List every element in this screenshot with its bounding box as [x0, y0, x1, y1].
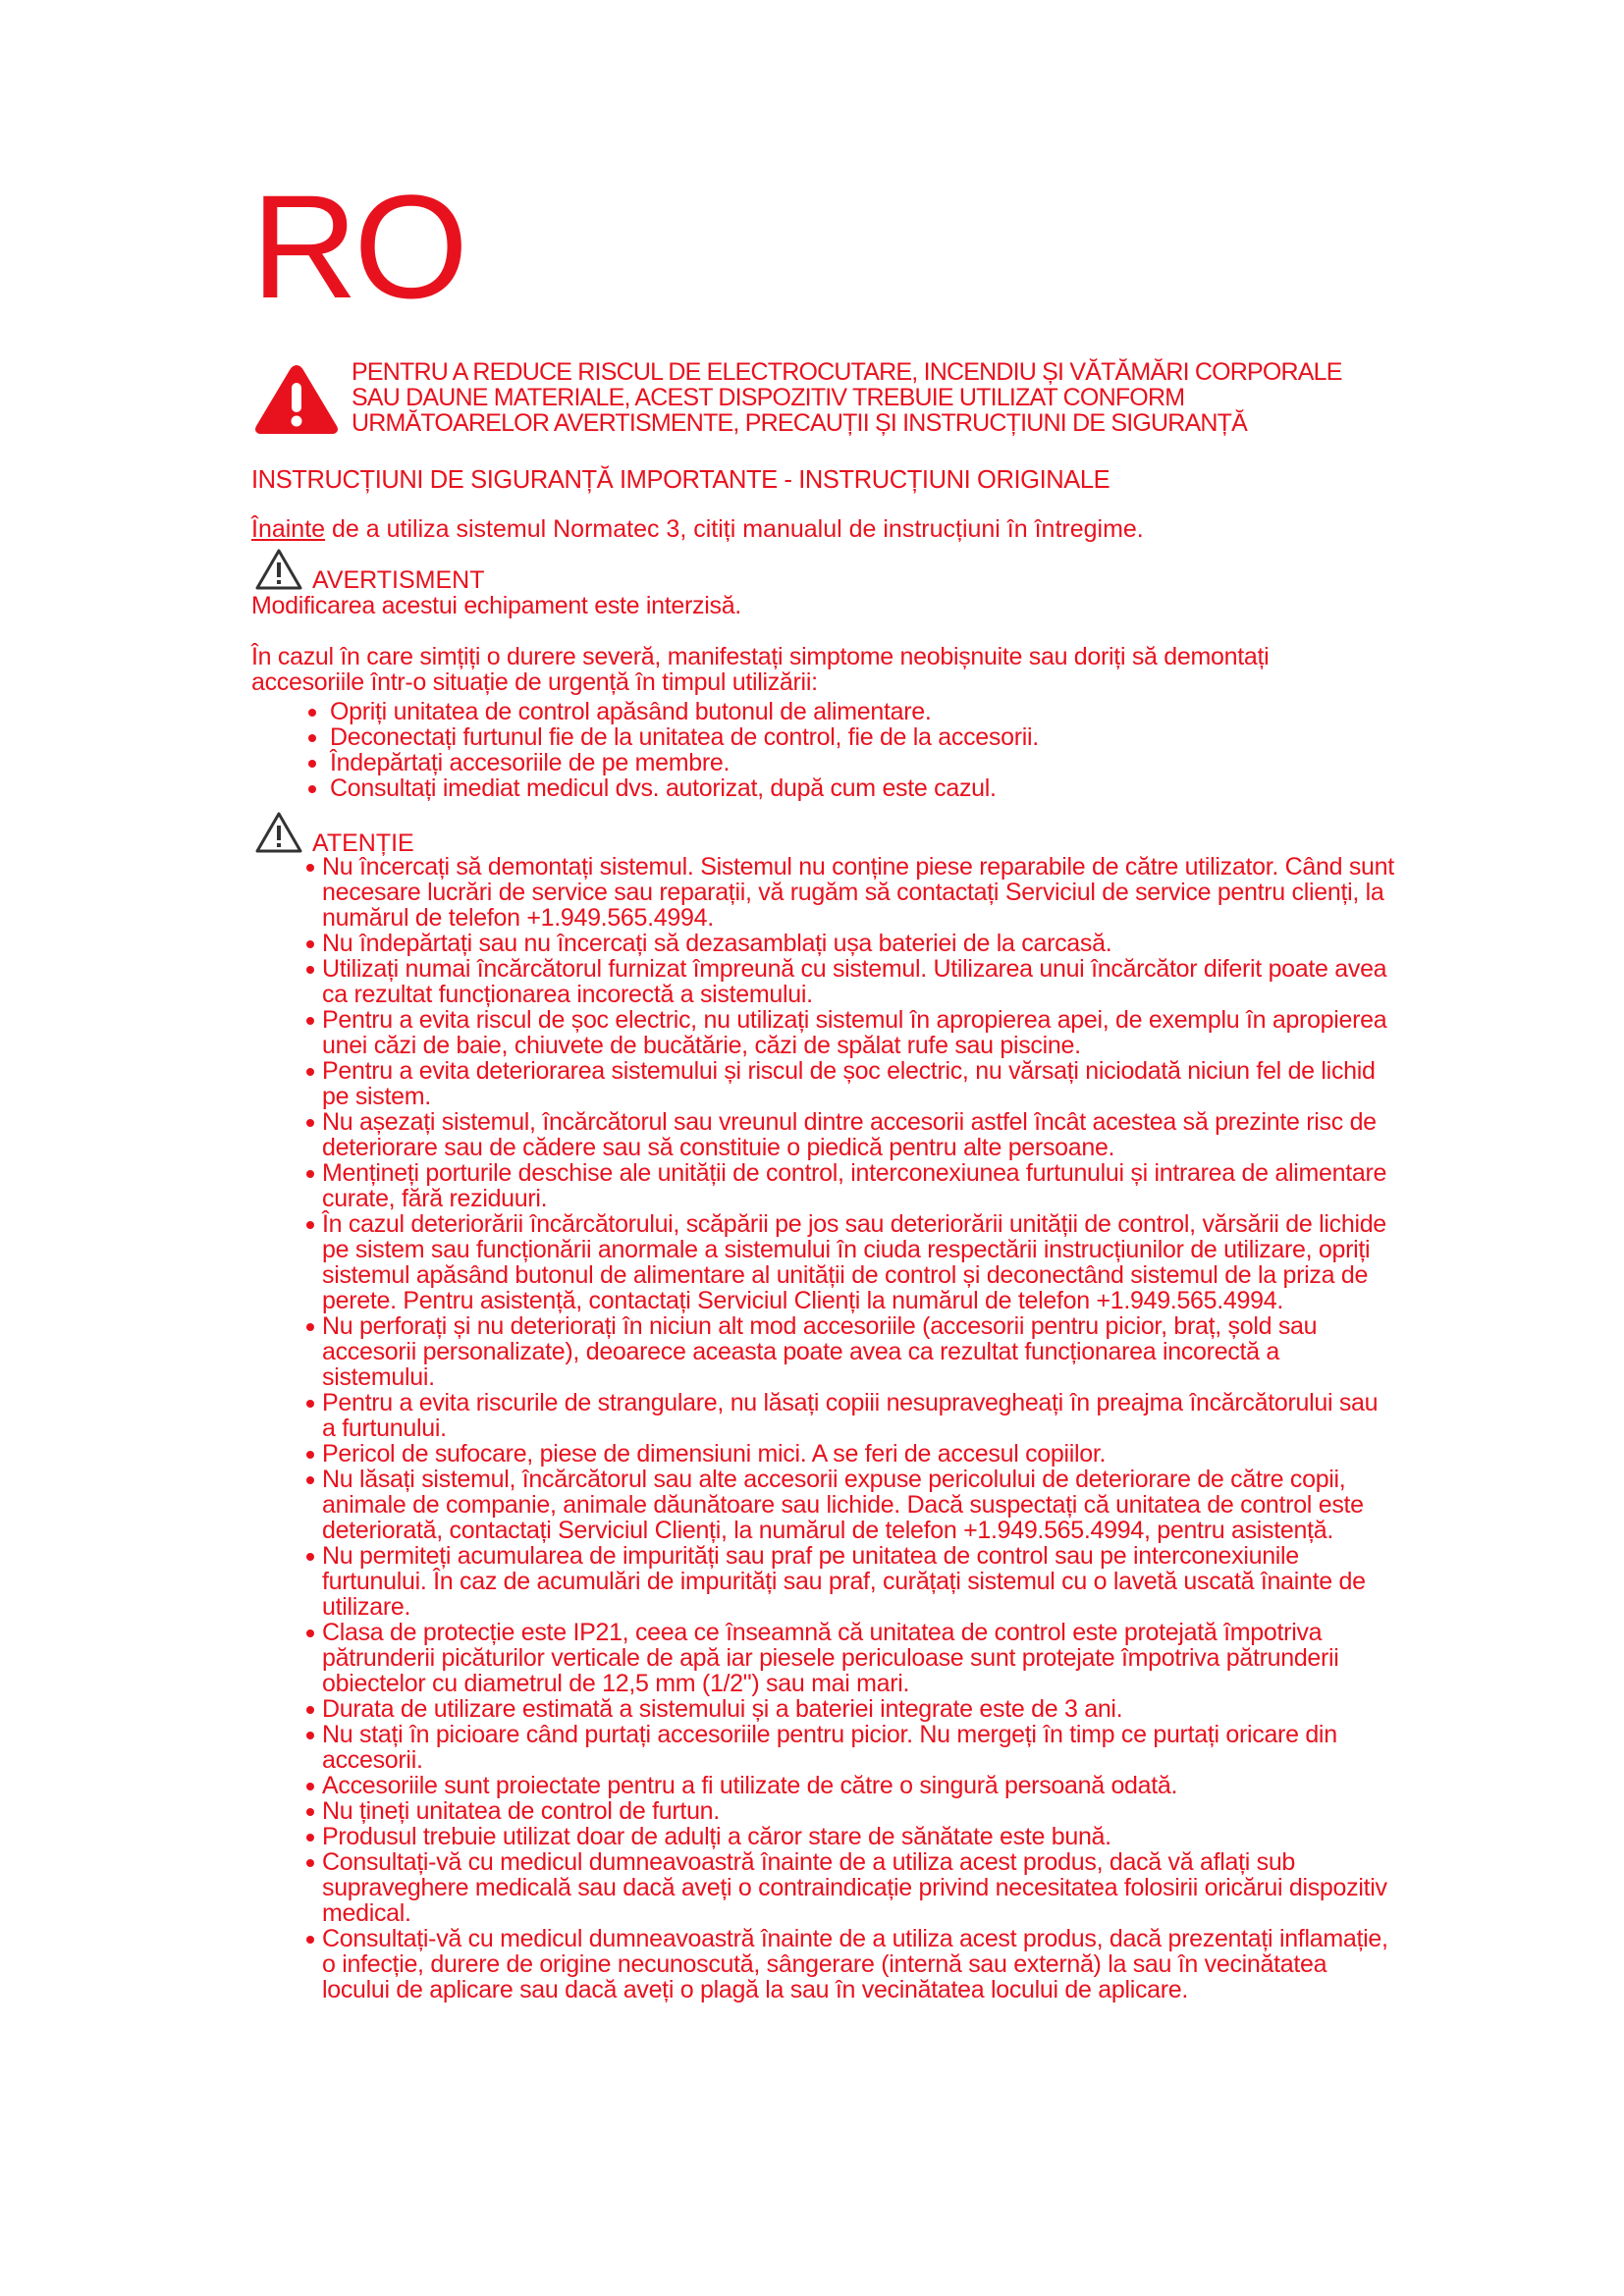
list-item: Utilizați numai încărcătorul furnizat împreună cu sistemul. Utilizarea unui încărcător diferit poate avea ca rezultat funcționarea incorectă a sistemului. — [306, 956, 1394, 1007]
list-item: Nu încercați să demontați sistemul. Sistemul nu conține piese reparabile de către utilizator. Când sunt necesare lucrări de service sau reparații, vă rugăm să contactați Serviciul de service pentru clienți, la numărul de telefon +1.949.565.4994. — [306, 854, 1394, 931]
list-item: Mențineți porturile deschise ale unității de control, interconexiunea furtunului și intrarea de alimentare curate, fără reziduuri. — [306, 1160, 1394, 1211]
caution-triangle-icon — [254, 811, 303, 854]
list-item: Pentru a evita riscurile de strangulare, nu lăsați copiii nesupravegheați în preajma încărcătorului sau a furtunului. — [306, 1390, 1394, 1441]
list-item: Nu țineți unitatea de control de furtun. — [306, 1798, 1394, 1824]
list-item: Consultați-vă cu medicul dumneavoastră înainte de a utiliza acest produs, dacă prezentați inflamație, o infecție, durere de origine necunoscută, sângerare (internă sau externă) la sau în vecinătatea locului de aplicare sau dacă aveți o plagă la sau în vecinătatea locului de aplicare. — [306, 1926, 1394, 2002]
list-item: Îndepărtați accesoriile de pe membre. — [306, 750, 1367, 775]
list-item: Nu stați în picioare când purtați accesoriile pentru picior. Nu mergeți în timp ce purtați oricare din accesorii. — [306, 1722, 1394, 1773]
list-item: În cazul deteriorării încărcătorului, scăpării pe jos sau deteriorării unității de control, vărsării de lichide pe sistem sau funcționării anormale a sistemului în ciuda respectării instrucțiunilor de utilizare, opriți sistemul apăsând butonul de alimentare al unității de control și deconectând sistemul de la priza de perete. Pentru asistență, contactați Serviciul Clienți la numărul de telefon +1.949.565.4994. — [306, 1211, 1394, 1313]
warning-triangle-icon — [254, 548, 303, 591]
list-item: Pericol de sufocare, piese de dimensiuni mici. A se feri de accesul copiilor. — [306, 1441, 1394, 1467]
list-item: Durata de utilizare estimată a sistemului și a bateriei integrate este de 3 ani. — [306, 1696, 1394, 1722]
language-code: RO — [251, 164, 464, 329]
intro-underlined-word: Înainte — [251, 515, 326, 543]
danger-line: URMĂTOARELOR AVERTISMENTE, PRECAUȚII ȘI INSTRUCȚIUNI DE SIGURANȚĂ — [352, 409, 1248, 437]
danger-triangle-icon — [251, 359, 342, 438]
list-item: Nu îndepărtați sau nu încercați să dezasamblați ușa bateriei de la carcasă. — [306, 931, 1394, 956]
danger-notice-text — [352, 359, 1382, 436]
danger-line: SAU DAUNE MATERIALE, ACEST DISPOZITIV TREBUIE UTILIZAT CONFORM — [352, 384, 1185, 411]
list-item: Consultați imediat medicul dvs. autorizat, după cum este cazul. — [306, 775, 1367, 801]
list-item: Pentru a evita riscul de șoc electric, nu utilizați sistemul în apropierea apei, de exemplu în apropierea unei căzi de baie, chiuvete de bucătărie, căzi de spălat rufe sau piscine. — [306, 1007, 1394, 1058]
list-item: Produsul trebuie utilizat doar de adulți a căror stare de sănătate este bună. — [306, 1824, 1394, 1849]
safety-heading: INSTRUCȚIUNI DE SIGURANȚĂ IMPORTANTE - INSTRUCȚIUNI ORIGINALE — [251, 466, 1110, 494]
intro-paragraph — [251, 514, 1380, 544]
list-item: Opriți unitatea de control apăsând butonul de alimentare. — [306, 699, 1367, 724]
list-item: Consultați-vă cu medicul dumneavoastră înainte de a utiliza acest produs, dacă vă aflați sub supraveghere medicală sau dacă aveți o contraindicație privind necesitatea folosirii oricărui dispozitiv medical. — [306, 1849, 1394, 1926]
list-item: Nu permiteți acumularea de impurități sau praf pe unitatea de control sau pe interconexiunile furtunului. În caz de acumulări de impurități sau praf, curățați sistemul cu o lavetă uscată înainte de utilizare. — [306, 1543, 1394, 1620]
warning-title: AVERTISMENT — [312, 566, 485, 594]
warning-text: Modificarea acestui echipament este interzisă. — [251, 592, 741, 619]
list-item: Deconectați furtunul fie de la unitatea de control, fie de la accesorii. — [306, 724, 1367, 750]
list-item: Nu perforați și nu deteriorați în niciun alt mod accesoriile (accesorii pentru picior, braț, șold sau accesorii personalizate), deoarece aceasta poate avea ca rezultat funcționarea incorectă a sistemului. — [306, 1313, 1394, 1390]
list-item: Nu așezați sistemul, încărcătorul sau vreunul dintre accesorii astfel încât acestea să prezinte risc de deteriorare sau de cădere sau să constituie o piedică pentru alte persoane. — [306, 1109, 1394, 1160]
emergency-steps-list — [306, 699, 1367, 801]
emergency-intro: În cazul în care simțiți o durere severă, manifestați simptome neobișnuite sau doriți să demontați accesoriile într-o situație de urgență în timpul utilizării: — [251, 643, 1270, 696]
list-item: Nu lăsați sistemul, încărcătorul sau alte accesorii expuse pericolului de deteriorare de către copii, animale de companie, animale dăunătoare sau lichide. Dacă suspectați că unitatea de control este deteriorată, contactați Serviciul Clienți, la numărul de telefon +1.949.565.4994, pentru asistență. — [306, 1467, 1394, 1543]
list-item: Pentru a evita deteriorarea sistemului și riscul de șoc electric, nu vărsați niciodată niciun fel de lichid pe sistem. — [306, 1058, 1394, 1109]
list-item: Accesoriile sunt proiectate pentru a fi utilizate de către o singură persoană odată. — [306, 1773, 1394, 1798]
danger-line: PENTRU A REDUCE RISCUL DE ELECTROCUTARE, INCENDIU ȘI VĂTĂMĂRI CORPORALE — [352, 358, 1342, 386]
caution-title: ATENȚIE — [312, 829, 414, 857]
caution-list — [306, 854, 1394, 2002]
intro-rest: de a utiliza sistemul Normatec 3, citiți manualul de instrucțiuni în întregime. — [325, 515, 1144, 543]
list-item: Clasa de protecție este IP21, ceea ce înseamnă că unitatea de control este protejată împotriva pătrunderii picăturilor verticale de apă iar piesele periculoase sunt protejate împotriva pătrunderii obiectelor cu diametrul de 12,5 mm (1/2") sau mai mari. — [306, 1620, 1394, 1696]
